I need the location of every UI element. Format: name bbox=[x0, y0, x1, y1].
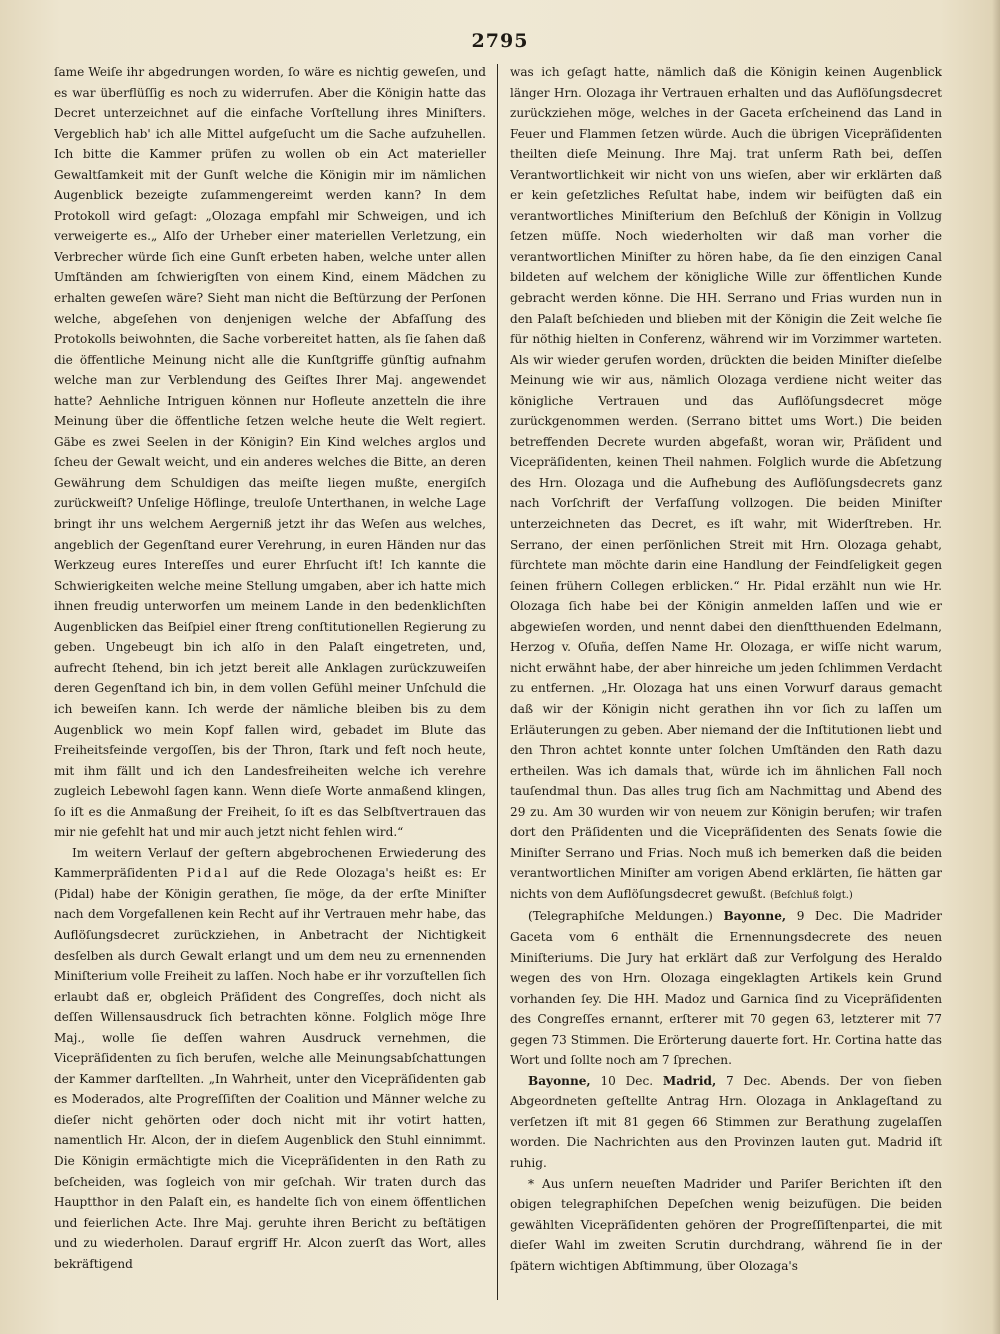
person-name: Pidal bbox=[186, 866, 231, 881]
dateline-place: Bayonne, bbox=[528, 1073, 591, 1088]
dateline-place: Bayonne, bbox=[723, 909, 787, 924]
article-paragraph bbox=[510, 62, 942, 906]
dateline-date: 10 Dec. bbox=[600, 1073, 654, 1088]
right-column bbox=[510, 62, 942, 1300]
paragraph-text: 7 Dec. Abends. Der von ſieben Abgeordneten geſtellte Antrag Hrn. Olozaga in Anklageſtand zu verſetzen iſt mit 81 gegen 66 Stimmen zur Berathung zugelaſſen worden. Die Nachrichten aus den Provinzen lauten gut. Madrid iſt ruhig. bbox=[510, 1073, 942, 1170]
article-paragraph: * Aus unſern neueſten Madrider und Pariſer Berichten iſt den obigen telegraphiſchen Depeſchen wenig beizufügen. Die beiden gewählten Vicepräſidenten gehören der Progreſſiſtenpartei, die mit dieſer Wahl im zweiten Scrutin durchdrang, während ſie in der ſpätern wichtigen Abſtimmung, über Olozaga's bbox=[510, 1176, 942, 1273]
page-edge-shadow bbox=[992, 0, 1000, 1334]
continuation-note: (Beſchluß folgt.) bbox=[769, 889, 853, 901]
paragraph-text: 9 Dec. Die Madrider Gaceta vom 6 enthält die Ernennungsdecrete des neuen Miniſteriums. Die Jury hat erklärt daß zur Verfolgung des Heraldo wegen des von Hrn. Olozaga eingeklagten Artikels kein Grund vorhanden ſey. Die HH. Madoz und Garnica ſind zu Vicepräſidenten des Congreſſes ernannt, erſterer mit 70 gegen 63, letzterer mit 77 gegen 73 Stimmen. Die Erörterung dauerte fort. Hr. Cortina hatte das Wort und ſollte noch am 7 ſprechen. bbox=[510, 909, 942, 1068]
paragraph-text: Im weitern Verlauf der geſtern abgebrochenen Erwiederung des Kammerpräſidenten bbox=[54, 845, 486, 881]
column-divider bbox=[497, 64, 498, 1300]
paragraph-text: was ich geſagt hatte, nämlich daß die Königin keinen Augenblick länger Hrn. Olozaga ihr Vertrauen erhalten und das Auflöſungsdecret zurückziehen möge, welches in der Gaceta erſcheinend das Land in Feuer und Flammen ſetzen würde. Auch die übrigen Vicepräſidenten theilten dieſe Meinung. Ihre Maj. trat unſerm Rath bei, deſſen Verantwortlichkeit wir nicht von uns wieſen, aber wir erklärten daß er kein geſetzliches Reſultat habe, indem wir beifügten daß ein verantwortliches Miniſterium den Beſchluß der Königin in Vollzug ſetzen müſſe. Noch wiederholten wir daß man vorher die verantwortlichen Miniſter zu hören habe, da ſie den einzigen Canal bildeten auf welchem der königliche Wille zur öffentlichen Kunde gebracht werden könne. Die HH. Serrano und Frias wurden nun in den Palaſt beſchieden und blieben mit der Königin die Zeit welche ſie für nöthig hielten in Conferenz, während wir im Vorzimmer warteten. Als wir wieder gerufen worden, drückten die beiden Miniſter dieſelbe Meinung wie wir aus, nämlich Olozaga verdiene nicht weiter das königliche Vertrauen und das Auflöſungsdecret möge zurückgenommen werden. (Serrano bittet ums Wort.) Die beiden betreffenden Decrete wurden abgefaßt, woran wir, Präſident und Vicepräſidenten, keinen Theil nahmen. Folglich wurde die Abſetzung des Hrn. Olozaga und die Aufhebung des Auflöſungsdecrets ganz nach Vorſchrift der Verfaſſung vollzogen. Die beiden Miniſter unterzeichneten das Decret, es iſt wahr, mit Widerſtreben. Hr. Serrano, der einen perſönlichen Streit mit Hrn. Olozaga gehabt, fürchtete man möchte darin eine Handlung der Feindſeligkeit gegen ſeinen frühern Collegen erblicken.“ Hr. Pidal erzählt nun wie Hr. Olozaga ſich habe bei der Königin anmelden laſſen und wie er abgewieſen worden, und nennt dabei den dienſtthuenden Edelmann, Herzog v. Oſuña, deſſen Name Hr. Olozaga, er wiſſe nicht warum, nicht erwähnt habe, der aber hinreiche um jeden ſchlimmen Verdacht zu entfernen. „Hr. Olozaga hat uns einen Vorwurf daraus gemacht daß wir der Königin nicht gerathen ihn vor ſich zu laſſen um Erläuterungen zu geben. Aber niemand der die Inſtitutionen liebt und den Thron achtet konnte unter ſolchen Umſtänden den Rath dazu ertheilen. Was ich damals that, würde ich im ähnlichen Fall noch tauſendmal thun. Das alles trug ſich am Nachmittag und Abend des 29 zu. Am 30 wurden wir von neuem zur Königin berufen; wir trafen dort den Präſidenten und die Vicepräſidenten des Senats ſowie die Miniſter Serrano und Frias. Noch muß ich bemerken daß die beiden verantwortlichen Miniſter am vorigen Abend erklärten, ſie hätten gar nichts von dem Auflöſungsdecret gewußt. bbox=[510, 65, 942, 901]
news-dispatch bbox=[510, 906, 942, 1070]
news-dispatch bbox=[510, 1071, 942, 1174]
article-paragraph bbox=[54, 843, 486, 1274]
dispatch-heading: (Telegraphiſche Meldungen.) bbox=[528, 909, 713, 924]
paragraph-text: auf die Rede Olozaga's heißt es: Er (Pidal) habe der Königin gerathen, ſie möge, da der erſte Miniſter nach dem Vorgefallenen kein Recht auf ihr Vertrauen mehr habe, das Auflöſungsdecret zurückziehen, in Anbetracht der Nichtigkeit desſelben als durch Gewalt erlangt und um dem neu zu ernennenden Miniſterium volle Freiheit zu laſſen. Noch habe er ihr vorzuſtellen ſich erlaubt daß er, obgleich Präſident des Congreſſes, doch nicht als deſſen Willensausdruck ſich betrachten könne. Folglich möge Ihre Maj., wolle ſie deſſen wahren Ausdruck vernehmen, die Vicepräſidenten zu ſich berufen, welche alle Meinungsabſchattungen der Kammer darſtellten. „In Wahrheit, unter den Vicepräſidenten gab es Moderados, alte Progreſſiſten der Coalition und Männer welche zu dieſer nicht gehörten oder doch nicht mit ihr votirt hatten, namentlich Hr. Alcon, der in dieſem Augenblick den Stuhl einnimmt. Die Königin ermächtigte mich die Vicepräſidenten in den Rath zu beſcheiden, was ſogleich von mir geſchah. Wir traten durch das Hauptthor in den Palaſt ein, es handelte ſich von einem öffentlichen und feierlichen Acte. Ihre Maj. geruhte ihren Bericht zu beſtätigen und zu wiederholen. Darauf ergriff Hr. Alcon zuerſt das Wort, alles bekräftigend bbox=[54, 866, 486, 1271]
page-number: 2795 bbox=[471, 30, 529, 52]
left-column bbox=[54, 62, 486, 1300]
dateline-city: Madrid, bbox=[662, 1073, 717, 1088]
article-paragraph: ſame Weiſe ihr abgedrungen worden, ſo wäre es nichtig geweſen, und es war überflüſſig es noch zu widerrufen. Aber die Königin hatte das Decret unterzeichnet auf die einfache Vorſtellung ihres Miniſters. Vergeblich hab' ich alle Mittel aufgeſucht um die Sache aufzuhellen. Ich bitte die Kammer prüfen zu wollen ob ein Act materieller Gewaltſamkeit mit der Gunſt welche die Königin mir im nämlichen Augenblick bezeigte zuſammengereimt werden kann? In dem Protokoll wird geſagt: „Olozaga empfahl mir Schweigen, und ich verweigerte es.„ Alſo der Urheber einer materiellen Verletzung, ein Verbrecher würde ſich eine Gunſt erbeten haben, welche unter allen Umſtänden am ſchwierigſten von einem Kind, einem Mädchen zu erhalten geweſen wäre? Sieht man nicht die Beſtürzung der Perſonen welche, abgeſehen von denjenigen welche der Abfaſſung des Protokolls beiwohnten, die Sache vorbereitet hatten, als ſie ſahen daß die öffentliche Meinung nicht alle die Kunſtgriffe günſtig aufnahm welche man zur Verblendung des Geiſtes Ihrer Maj. angewendet hatte? Aehnliche Intriguen können nur Hofleute anzetteln die ihre Meinung über die öffentliche ſetzen welche heute die Welt regiert. Gäbe es zwei Seelen in der Königin? Ein Kind welches arglos und ſcheu der Gewalt weicht, und ein anderes welches die Bitte, an deren Gewährung dem Schuldigen das meiſte liegen mußte, energiſch zurückweiſt? Unſelige Höflinge, treuloſe Unterthanen, in welche Lage bringt ihr uns welchem Aergerniß jetzt ihr das Weſen aus welches, angeblich der Gegenſtand eurer Verehrung, in euren Händen nur das Werkzeug eures Intereſſes und eurer Ehrſucht iſt! Ich kannte die Schwierigkeiten welche meine Stellung umgaben, aber ich hatte mich ihnen freudig unterworfen um meinem Lande in den bedenklichſten Augenblicken das Beiſpiel einer ſtreng conſtitutionellen Regierung zu geben. Ungebeugt bin ich alſo in den Palaſt eingetreten, und, aufrecht ſtehend, bin ich jetzt bereit alle Anklagen zurückzuweiſen deren Gegenſtand ich bin, in dem vollen Gefühl meiner Unſchuld die ich beweiſen kann. Ich werde der nämliche bleiben bis zu dem Augenblick wo mein Kopf fallen wird, gebadet im Blute das Freiheitsfeinde vergoſſen, bis der Thron, ſtark und feſt noch heute, mit ihm fällt und ich den Landesfreiheiten welche ich verehre zugleich Lebewohl ſagen kann. Wenn dieſe Worte anmaßend klingen, ſo iſt es die Anmaßung der Freiheit, ſo iſt es das Selbſtvertrauen das mir nie gefehlt hat und mir auch jetzt nicht fehlen wird.“ bbox=[54, 65, 486, 840]
